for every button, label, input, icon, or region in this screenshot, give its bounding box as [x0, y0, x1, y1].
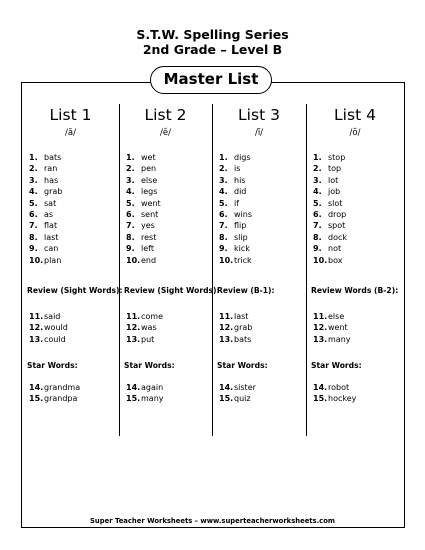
word-number: 9. — [313, 244, 322, 254]
word-text: not — [328, 244, 342, 254]
word-number: 10. — [219, 255, 234, 265]
word-item — [126, 382, 164, 393]
word-number: 13. — [313, 334, 328, 344]
word-text: has — [44, 175, 59, 185]
word-text: put — [141, 334, 155, 344]
word-text: end — [141, 255, 157, 265]
word-item — [219, 209, 252, 220]
master-list-banner: Master List — [150, 66, 272, 94]
vowel-sound: /ĕ/ — [160, 128, 171, 138]
review-heading: Review Words (B-2): — [311, 286, 399, 295]
word-number: 15. — [29, 394, 44, 404]
word-text: flip — [234, 221, 247, 231]
word-item — [29, 311, 68, 322]
list-title: List 3 — [238, 106, 280, 124]
word-text: sister — [234, 383, 256, 392]
word-text: hockey — [328, 394, 357, 404]
word-number: 1. — [126, 153, 135, 162]
word-list — [126, 311, 163, 345]
word-text: could — [44, 334, 66, 344]
word-text: stop — [328, 153, 346, 162]
word-text: bats — [44, 153, 62, 162]
word-text: pen — [141, 164, 157, 174]
word-number: 2. — [29, 164, 38, 174]
word-number: 15. — [126, 394, 141, 404]
word-number: 6. — [126, 210, 135, 220]
word-item — [126, 198, 161, 209]
word-item — [29, 382, 80, 393]
word-text: is — [234, 164, 241, 174]
word-item — [126, 311, 163, 322]
word-text: last — [44, 232, 59, 242]
word-number: 3. — [219, 175, 228, 185]
review-heading: Review (B-1): — [217, 286, 275, 295]
word-text: digs — [234, 153, 251, 162]
word-number: 14. — [313, 383, 328, 392]
star-words-heading: Star Words: — [124, 361, 175, 370]
word-number: 5. — [126, 198, 135, 208]
word-item — [219, 393, 256, 404]
word-number: 13. — [126, 334, 141, 344]
word-number: 10. — [29, 255, 44, 265]
word-number: 9. — [126, 244, 135, 254]
word-item — [29, 255, 62, 266]
word-item — [29, 393, 80, 404]
word-text: was — [141, 323, 157, 333]
word-text: else — [141, 175, 158, 185]
word-list — [313, 311, 351, 345]
star-words-heading: Star Words: — [311, 361, 362, 370]
word-item — [29, 220, 62, 231]
word-text: sent — [141, 210, 159, 220]
word-number: 1. — [29, 153, 38, 162]
word-item — [126, 163, 161, 174]
word-number: 10. — [313, 255, 328, 265]
word-item — [219, 186, 252, 197]
word-text: wet — [141, 153, 156, 162]
word-text: grandma — [44, 383, 81, 392]
word-item — [219, 311, 252, 322]
word-number: 2. — [126, 164, 135, 174]
word-item — [313, 175, 347, 186]
word-number: 2. — [219, 164, 228, 174]
word-number: 5. — [313, 198, 322, 208]
word-number: 13. — [29, 334, 44, 344]
word-text: trick — [234, 255, 252, 265]
list-column-2 — [119, 106, 220, 512]
review-heading: Review (Sight Words): — [27, 286, 123, 295]
word-item — [313, 198, 347, 209]
word-item — [126, 334, 163, 345]
word-item — [126, 255, 161, 266]
worksheet-header — [0, 27, 425, 57]
word-text: did — [234, 187, 247, 197]
word-number: 2. — [313, 164, 322, 174]
word-text: legs — [141, 187, 158, 197]
word-text: grab — [44, 187, 63, 197]
word-item — [29, 322, 68, 333]
word-item — [313, 232, 347, 243]
word-text: plan — [44, 255, 62, 265]
word-item — [219, 243, 252, 254]
word-item — [219, 175, 252, 186]
word-text: rest — [141, 232, 157, 242]
word-text: dock — [328, 232, 348, 242]
word-text: can — [44, 244, 59, 254]
word-item — [313, 163, 347, 174]
word-item — [219, 163, 252, 174]
word-list — [29, 382, 80, 405]
word-item — [219, 255, 252, 266]
list-title: List 2 — [144, 106, 187, 124]
word-item — [313, 382, 356, 393]
word-list — [313, 152, 347, 266]
word-number: 8. — [126, 232, 135, 242]
word-item — [126, 186, 161, 197]
word-number: 4. — [126, 187, 135, 197]
word-text: grab — [234, 323, 253, 333]
vowel-sound: /ĭ/ — [254, 128, 264, 138]
word-text: if — [234, 198, 240, 208]
word-number: 1. — [219, 153, 228, 162]
list-title: List 4 — [334, 106, 376, 124]
word-number: 6. — [219, 210, 228, 220]
word-text: top — [328, 164, 342, 174]
word-text: wins — [234, 210, 253, 220]
word-list — [219, 311, 252, 345]
word-list — [219, 152, 252, 266]
word-item — [313, 220, 347, 231]
word-text: grandpa — [44, 394, 78, 404]
series-title: S.T.W. Spelling Series — [136, 27, 289, 42]
word-item — [29, 243, 62, 254]
word-text: sat — [44, 198, 57, 208]
word-number: 8. — [219, 232, 228, 242]
word-text: said — [44, 312, 61, 321]
word-number: 3. — [126, 175, 135, 185]
word-number: 14. — [29, 383, 44, 392]
word-number: 3. — [313, 175, 322, 185]
word-text: quiz — [234, 394, 251, 404]
word-text: went — [141, 198, 161, 208]
word-text: drop — [328, 210, 347, 220]
word-item — [29, 209, 62, 220]
word-number: 4. — [313, 187, 322, 197]
word-number: 7. — [126, 221, 135, 231]
word-item — [29, 152, 62, 163]
word-list — [126, 152, 161, 266]
word-text: robot — [328, 383, 350, 392]
word-item — [313, 152, 347, 163]
word-item — [313, 243, 347, 254]
word-number: 11. — [126, 312, 141, 321]
word-item — [29, 175, 62, 186]
word-item — [219, 152, 252, 163]
word-text: last — [234, 312, 249, 321]
word-item — [219, 322, 252, 333]
word-text: flat — [44, 221, 58, 231]
word-number: 11. — [29, 312, 44, 321]
word-text: slip — [234, 232, 248, 242]
word-text: went — [328, 323, 348, 333]
word-item — [126, 232, 161, 243]
word-item — [126, 175, 161, 186]
word-list — [126, 382, 164, 405]
word-number: 1. — [313, 153, 322, 162]
word-number: 7. — [29, 221, 38, 231]
word-number: 7. — [219, 221, 228, 231]
word-item — [219, 198, 252, 209]
list-title: List 1 — [49, 106, 92, 124]
word-number: 6. — [29, 210, 38, 220]
word-item — [219, 382, 256, 393]
word-item — [219, 220, 252, 231]
word-number: 3. — [29, 175, 38, 185]
word-item — [313, 209, 347, 220]
review-heading: Review (Sight Words): — [124, 286, 220, 295]
word-number: 9. — [219, 244, 228, 254]
word-number: 8. — [313, 232, 322, 242]
word-item — [219, 232, 252, 243]
word-text: would — [44, 323, 68, 333]
word-item — [126, 322, 163, 333]
word-text: else — [328, 312, 345, 321]
word-number: 5. — [219, 198, 228, 208]
word-text: kick — [234, 244, 250, 254]
word-item — [313, 393, 356, 404]
list-column-4 — [306, 106, 404, 512]
word-text: slot — [328, 198, 343, 208]
word-number: 4. — [29, 187, 38, 197]
word-number: 8. — [29, 232, 38, 242]
word-number: 12. — [219, 323, 234, 333]
word-number: 6. — [313, 210, 322, 220]
word-number: 13. — [219, 334, 234, 344]
footer-credit: Super Teacher Worksheets – www.superteacherworksheets.com — [90, 517, 335, 525]
word-text: again — [141, 383, 164, 392]
word-list — [29, 152, 62, 266]
word-number: 12. — [313, 323, 328, 333]
word-item — [29, 163, 62, 174]
word-text: job — [328, 187, 341, 197]
list-column-1 — [22, 106, 123, 512]
grade-level: 2nd Grade – Level B — [142, 42, 283, 57]
word-item — [126, 152, 161, 163]
word-item — [126, 209, 161, 220]
word-item — [313, 334, 351, 345]
word-item — [313, 322, 351, 333]
word-number: 12. — [29, 323, 44, 333]
word-number: 15. — [219, 394, 234, 404]
star-words-heading: Star Words: — [217, 361, 268, 370]
word-item — [29, 334, 68, 345]
word-text: bats — [234, 334, 252, 344]
word-text: yes — [141, 221, 155, 231]
word-text: come — [141, 312, 164, 321]
word-number: 10. — [126, 255, 141, 265]
vowel-sound: /ŏ/ — [349, 128, 361, 138]
word-number: 4. — [219, 187, 228, 197]
word-item — [313, 186, 347, 197]
word-number: 11. — [219, 312, 234, 321]
word-number: 14. — [219, 383, 234, 392]
word-number: 11. — [313, 312, 328, 321]
word-list — [29, 311, 68, 345]
word-item — [29, 186, 62, 197]
word-text: as — [44, 210, 54, 220]
star-words-heading: Star Words: — [27, 361, 78, 370]
word-text: spot — [328, 221, 346, 231]
word-item — [313, 311, 351, 322]
word-item — [313, 255, 347, 266]
word-item — [126, 243, 161, 254]
word-number: 12. — [126, 323, 141, 333]
word-text: box — [328, 255, 343, 265]
word-number: 15. — [313, 394, 328, 404]
word-text: lot — [328, 175, 339, 185]
list-column-3 — [212, 106, 306, 512]
word-text: many — [328, 334, 351, 344]
word-item — [29, 198, 62, 209]
word-number: 5. — [29, 198, 38, 208]
word-number: 7. — [313, 221, 322, 231]
word-number: 14. — [126, 383, 141, 392]
word-text: ran — [44, 164, 58, 174]
word-item — [29, 232, 62, 243]
word-text: many — [141, 394, 164, 404]
word-item — [219, 334, 252, 345]
word-list — [313, 382, 356, 405]
word-item — [126, 393, 164, 404]
vowel-sound: /ă/ — [65, 128, 76, 138]
word-number: 9. — [29, 244, 38, 254]
word-list — [219, 382, 256, 405]
word-item — [126, 220, 161, 231]
word-text: his — [234, 175, 246, 185]
word-text: left — [141, 244, 154, 254]
